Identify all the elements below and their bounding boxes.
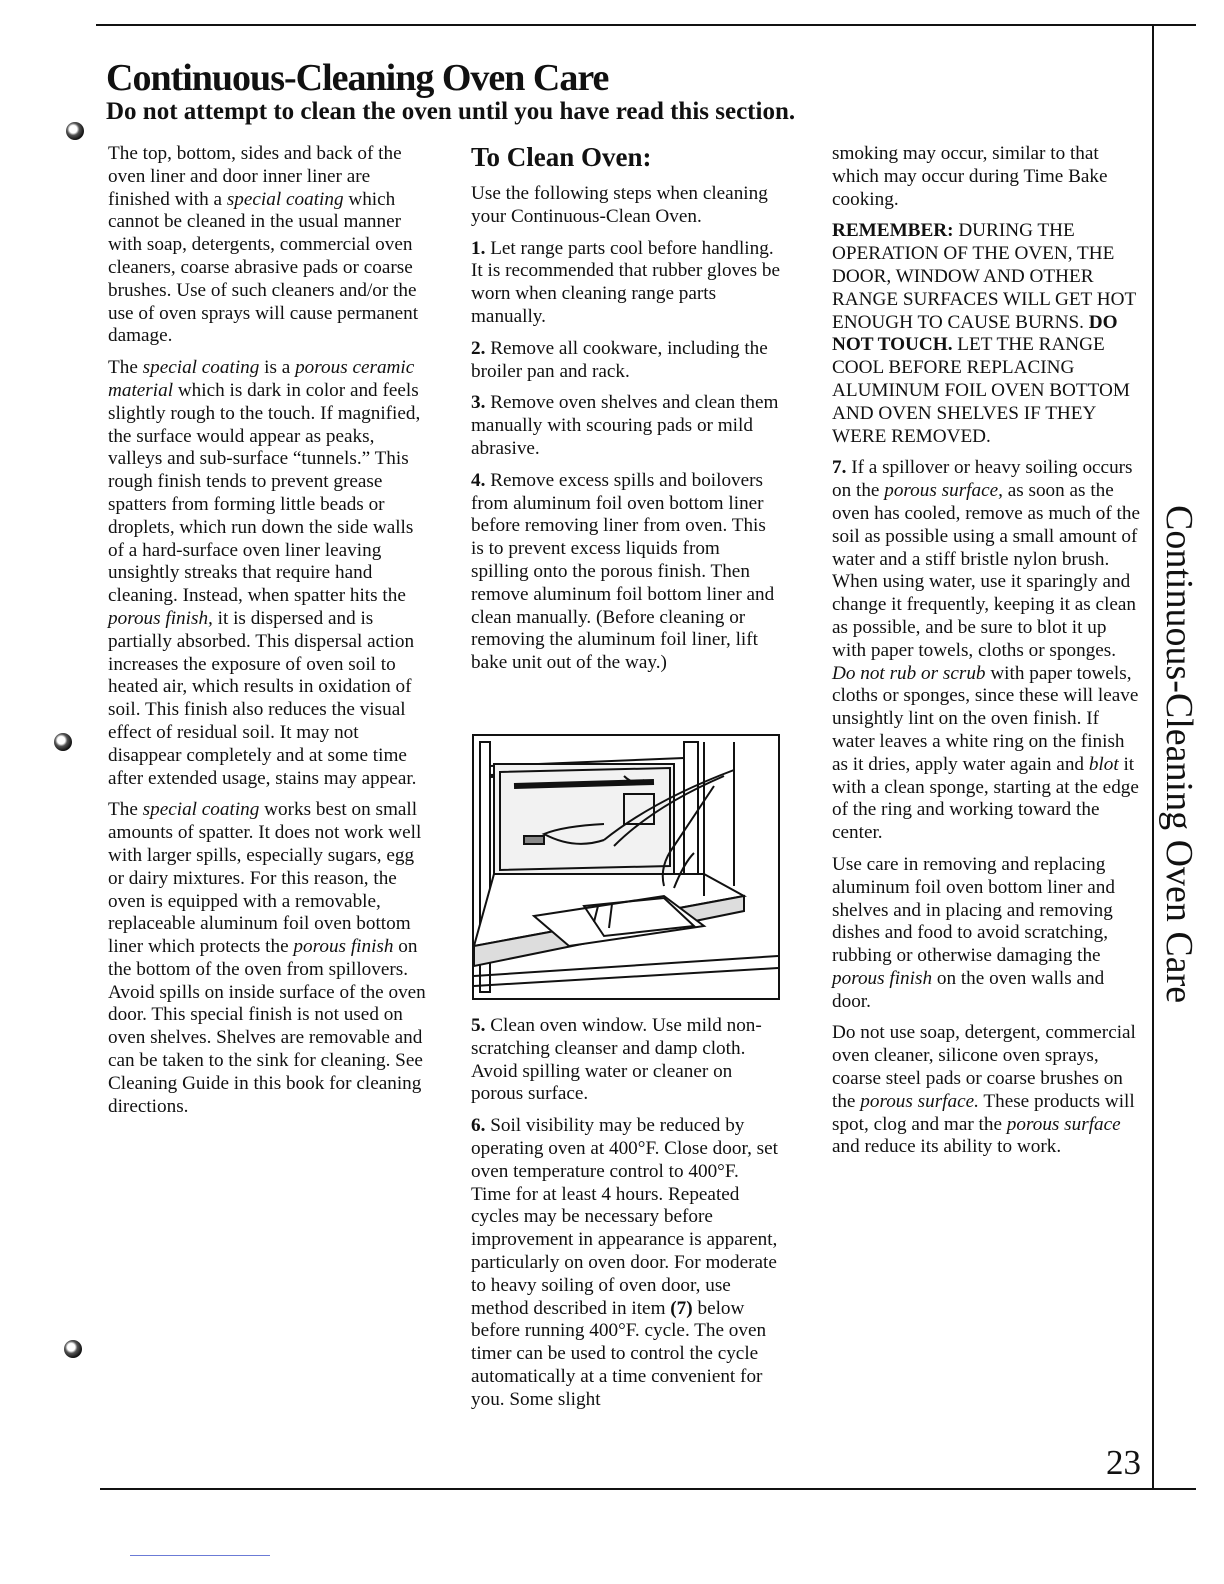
step-6: 6. Soil visibility may be reduced by operating oven at 400°F. Close door, set oven temperature control to 400°F. Time for at least 4 hours. Repeated cycles may be necessary before improvement in appearance is apparent, particularly on oven door. For moderate to heavy soiling of oven door, use method described in item (7) below before running 400°F. cycle. The oven timer can be used to control the cycle automatically at a time convenient for you. Some slight: [471, 1115, 778, 1410]
bottom-rule: [100, 1488, 1196, 1490]
page-title: Continuous-Cleaning Oven Care: [106, 57, 609, 99]
column-2: [471, 183, 781, 684]
paragraph: The top, bottom, sides and back of the oven liner and door inner liner are finished with a special coating which cannot be cleaned in the usual manner with soap, detergents, commercial oven cleaners, coarse abrasive pads or coarse brushes. Use of such cleaners and/or the use of oven sprays will cause permanent damage.: [108, 143, 419, 347]
top-rule: [96, 24, 1196, 26]
side-rule: [1152, 24, 1154, 1490]
intro-paragraph: Use the following steps when cleaning your Continuous-Clean Oven.: [471, 183, 768, 227]
column-1: [108, 143, 426, 1127]
step-3: 3. Remove oven shelves and clean them manually with scouring pads or mild abrasive.: [471, 392, 779, 459]
page-number: 23: [1106, 1443, 1141, 1482]
step-4: 4. Remove excess spills and boilovers from aluminum foil oven bottom liner before removing liner from oven. This is to prevent excess liquids from spilling onto the porous finish. Then remove aluminum foil bottom liner and clean manually. (Before cleaning or removing the aluminum foil liner, lift bake unit out of the way.): [471, 469, 775, 674]
paragraph: Do not use soap, detergent, commercial oven cleaner, silicone oven sprays, coarse steel pads or coarse brushes on the porous surface. These products will spot, clog and mar the porous surface and reduce its ability to work.: [832, 1022, 1136, 1158]
section-heading: To Clean Oven:: [471, 142, 652, 172]
binder-hole-icon: [64, 1340, 82, 1358]
oven-cleaning-illustration: [472, 734, 780, 1000]
paragraph: Use care in removing and replacing aluminum foil oven bottom liner and shelves and in placing and removing dishes and food to avoid scratching, rubbing or otherwise damaging the porous finish on the oven walls and door.: [832, 853, 1115, 1012]
warning-paragraph: REMEMBER: DURING THE OPERATION OF THE OVEN, THE DOOR, WINDOW AND OTHER RANGE SURFACES WILL GET HOT ENOUGH TO CAUSE BURNS. DO NOT TOUCH. LET THE RANGE COOL BEFORE REPLACING ALUMINUM FOIL OVEN BOTTOM AND OVEN SHELVES IF THEY WERE REMOVED.: [832, 220, 1136, 447]
page-subtitle: Do not attempt to clean the oven until you have read this section.: [106, 98, 796, 125]
binder-hole-icon: [66, 122, 84, 140]
step-5: 5. Clean oven window. Use mild non-scratching cleanser and damp cloth. Avoid spilling water or cleaner on porous surface.: [471, 1015, 762, 1105]
paragraph: The special coating is a porous ceramic material which is dark in color and feels slightly rough to the touch. If magnified, the surface would appear as peaks, valleys and sub-surface “tunnels.” This rough finish tends to prevent grease spatters from forming little beads or droplets, which run down the side walls of a hard-surface oven liner leaving unsightly streaks that require hand cleaning. Instead, when spatter hits the porous finish, it is dispersed and is partially absorbed. This dispersal action increases the exposure of oven soil to heated air, which results in oxidation of soil. This finish also reduces the visual effect of residual soil. It may not disappear completely and at some time after extended usage, stains may appear.: [108, 357, 421, 789]
paragraph: The special coating works best on small amounts of spatter. It does not work well with larger spills, especially sugars, egg or dairy mixtures. For this reason, the oven is equipped with a removable, replaceable aluminum foil oven bottom liner which protects the porous finish on the bottom of the oven from spillovers. Avoid spills on inside surface of the oven door. This special finish is not used on oven shelves. Shelves are removable and can be taken to the sink for cleaning. See Cleaning Guide in this book for cleaning directions.: [108, 799, 426, 1117]
side-section-title: Continuous-Cleaning Oven Care: [1158, 505, 1200, 1004]
page-end-rule: [1152, 1488, 1196, 1490]
scan-artifact-line: [130, 1555, 270, 1556]
step-7: 7. If a spillover or heavy soiling occurs on the porous surface, as soon as the oven has cooled, remove as much of the soil as possible using a small amount of water and a stiff bristle nylon brush. When using water, use it sparingly and change it frequently, keeping it as clean as possible, and be sure to blot it up with paper towels, cloths or sponges. Do not rub or scrub with paper towels, cloths or sponges, since these will leave unsightly lint on the oven finish. If water leaves a white ring on the finish as it dries, apply water again and blot it with a clean sponge, starting at the edge of the ring and working toward the center.: [832, 457, 1140, 844]
paragraph: smoking may occur, similar to that which may occur during Time Bake cooking.: [832, 143, 1108, 210]
step-2: 2. Remove all cookware, including the broiler pan and rack.: [471, 337, 768, 382]
binder-hole-icon: [54, 733, 72, 751]
step-1: 1. Let range parts cool before handling. It is recommended that rubber gloves be worn when cleaning range parts manually.: [471, 237, 781, 327]
column-3: [832, 143, 1140, 1168]
column-2-continued: [471, 1015, 781, 1421]
